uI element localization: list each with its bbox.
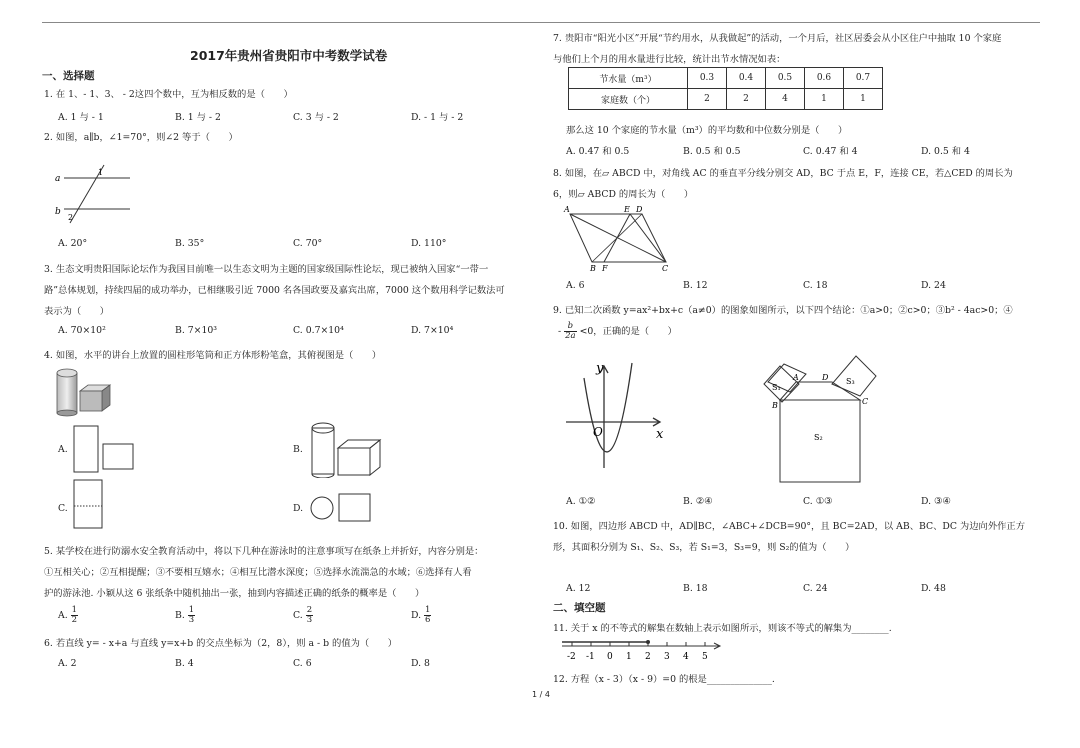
q8-option-c[interactable]: C. 18 bbox=[803, 280, 828, 291]
question-12: 12. 方程（x - 3）（x - 9）=0 的根是______________. bbox=[553, 674, 775, 685]
axis-y-label: y bbox=[596, 361, 604, 376]
section-choice-heading: 一、选择题 bbox=[42, 70, 95, 82]
q4-option-c-figure[interactable] bbox=[72, 478, 104, 530]
point-c: C bbox=[862, 397, 869, 406]
tick-label: 1 bbox=[626, 652, 632, 662]
question-4: 4. 如图，水平的讲台上放置的圆柱形笔筒和正方体形粉笔盒，其俯视图是（ ） bbox=[44, 350, 382, 361]
point-d: D bbox=[822, 373, 829, 382]
question-7-line2: 与他们上个月的用水量进行比较，统计出节水情况如表： bbox=[553, 54, 786, 65]
q7-option-c[interactable]: C. 0.47 和 4 bbox=[803, 146, 858, 157]
q4-option-b-figure[interactable] bbox=[308, 420, 384, 478]
question-5-line1: 5. 某学校在进行防溺水安全教育活动中，将以下几种在游泳时的注意事项写在纸条上并折好，内容分别是： bbox=[44, 546, 484, 557]
axis-x-label: x bbox=[656, 427, 664, 442]
q1-option-c[interactable]: C. 3 与 - 2 bbox=[293, 112, 339, 123]
tick-label: 0 bbox=[607, 652, 613, 662]
table-header-cell: 节水量（m³） bbox=[569, 68, 688, 89]
question-1: 1. 在 1、- 1、3、 - 2这四个数中，互为相反数的是（ ） bbox=[44, 89, 293, 100]
area-s1-label: S₁ bbox=[772, 383, 781, 392]
point-c: C bbox=[662, 264, 669, 272]
table-cell: 4 bbox=[766, 89, 805, 110]
q8-parallelogram-figure bbox=[560, 202, 680, 272]
q4-option-d-figure[interactable] bbox=[308, 492, 374, 524]
tick-label: -2 bbox=[567, 652, 576, 662]
q3-option-d[interactable]: D. 7×10⁴ bbox=[411, 325, 454, 336]
q10-squares-figure bbox=[760, 352, 890, 488]
q4-option-c-label[interactable]: C. bbox=[58, 503, 68, 514]
q6-option-d[interactable]: D. 8 bbox=[411, 658, 430, 669]
tick-label: 2 bbox=[645, 652, 651, 662]
origin-label: O bbox=[593, 425, 603, 439]
point-f: F bbox=[602, 264, 608, 272]
question-8-line2: 6，则▱ ABCD 的周长为（ ） bbox=[553, 189, 694, 200]
q6-option-c[interactable]: C. 6 bbox=[293, 658, 312, 669]
q3-option-c[interactable]: C. 0.7×10⁴ bbox=[293, 325, 344, 336]
q5-option-b[interactable]: B. $\frac{1}{3}$ bbox=[175, 605, 195, 625]
q9-option-c[interactable]: C. ①③ bbox=[803, 496, 833, 507]
question-7-line1: 7. 贵阳市“阳光小区”开展“节约用水，从我做起”的活动，一个月后，社区居委会从小区住户中抽取 10 个家庭 bbox=[553, 33, 1002, 44]
tick-label: 3 bbox=[664, 652, 670, 662]
area-s2-label: S₂ bbox=[814, 433, 823, 442]
angle-2-label: 2 bbox=[68, 213, 74, 222]
question-5-line2: ①互相关心；②互相提醒；③不要相互嬉水；④相互比潜水深度；⑤选择水流湍急的水域；⑥选择有人看 bbox=[44, 567, 472, 578]
q1-option-a[interactable]: A. 1 与 - 1 bbox=[58, 112, 104, 123]
question-5-line3: 护的游泳池. 小颖从这 6 张纸条中随机抽出一张，抽到内容描述正确的纸条的概率是（ ） bbox=[44, 588, 425, 599]
table-row bbox=[569, 68, 883, 89]
q5-option-a[interactable]: A. $\frac{1}{2}$ bbox=[58, 605, 78, 625]
q11-number-line bbox=[560, 637, 730, 665]
q7-option-a[interactable]: A. 0.47 和 0.5 bbox=[566, 146, 630, 157]
q10-option-a[interactable]: A. 12 bbox=[566, 583, 591, 594]
question-9-line2: - $\frac{b}{2a}$ <0，正确的是（ ） bbox=[558, 321, 677, 341]
table-cell: 1 bbox=[844, 89, 883, 110]
table-cell: 0.4 bbox=[727, 68, 766, 89]
q9-option-a[interactable]: A. ①② bbox=[566, 496, 596, 507]
q2-option-b[interactable]: B. 35° bbox=[175, 238, 205, 249]
table-row bbox=[569, 89, 883, 110]
page-number: 1 / 4 bbox=[532, 690, 550, 699]
tick-label: 5 bbox=[702, 652, 708, 662]
label-b: b bbox=[55, 207, 61, 217]
point-a: A bbox=[564, 205, 570, 214]
question-7-after: 那么这 10 个家庭的节水量（m³）的平均数和中位数分别是（ ） bbox=[566, 125, 848, 136]
point-a: A bbox=[793, 373, 799, 382]
point-e: E bbox=[624, 205, 630, 214]
q10-option-c[interactable]: C. 24 bbox=[803, 583, 828, 594]
q3-option-b[interactable]: B. 7×10³ bbox=[175, 325, 218, 336]
point-b: B bbox=[590, 264, 596, 272]
question-8-line1: 8. 如图，在▱ ABCD 中，对角线 AC 的垂直平分线分别交 AD，BC 于点 E，F，连接 CE，若△CED 的周长为 bbox=[553, 168, 1013, 179]
q4-option-d-label[interactable]: D. bbox=[293, 503, 304, 514]
q3-option-a[interactable]: A. 70×10² bbox=[58, 325, 106, 336]
question-2: 2. 如图，a∥b，∠1=70°，则∠2 等于（ ） bbox=[44, 132, 238, 143]
question-10-line2: 形，其面积分别为 S₁、S₂、S₃，若 S₁=3，S₃=9，则 S₂的值为（ ） bbox=[553, 542, 855, 553]
question-6: 6. 若直线 y= - x+a 与直线 y=x+b 的交点坐标为（2，8），则 a - b 的值为（ ） bbox=[44, 638, 398, 649]
q7-option-d[interactable]: D. 0.5 和 4 bbox=[921, 146, 970, 157]
q4-cylinder-cube-figure bbox=[52, 367, 114, 417]
question-9-line1: 9. 已知二次函数 y=ax²+bx+c（a≠0）的图象如图所示，以下四个结论：①a>0；②c>0；③b² - 4ac>0；④ bbox=[553, 305, 1013, 316]
header-rule bbox=[42, 22, 1040, 23]
q5-option-d[interactable]: D. $\frac{1}{6}$ bbox=[411, 605, 431, 625]
angle-1-label: 1 bbox=[98, 168, 104, 177]
q2-parallel-lines-figure bbox=[52, 160, 132, 230]
tick-label: -1 bbox=[586, 652, 595, 662]
table-cell: 2 bbox=[688, 89, 727, 110]
tick-label: 4 bbox=[683, 652, 689, 662]
table-cell: 0.6 bbox=[805, 68, 844, 89]
label-a: a bbox=[55, 174, 61, 184]
q4-option-a-figure[interactable] bbox=[72, 424, 136, 474]
point-b: B bbox=[772, 401, 778, 410]
q10-option-b[interactable]: B. 18 bbox=[683, 583, 708, 594]
question-10-line1: 10. 如图，四边形 ABCD 中，AD∥BC，∠ABC+∠DCB=90°，且 BC=2AD，以 AB、BC、DC 为边向外作正方 bbox=[553, 521, 1026, 532]
q8-option-b[interactable]: B. 12 bbox=[683, 280, 708, 291]
q7-option-b[interactable]: B. 0.5 和 0.5 bbox=[683, 146, 741, 157]
question-3-line3: 表示为（ ） bbox=[44, 306, 110, 317]
table-cell: 0.7 bbox=[844, 68, 883, 89]
q9-option-b[interactable]: B. ②④ bbox=[683, 496, 713, 507]
q4-option-b-label[interactable]: B. bbox=[293, 444, 303, 455]
area-s3-label: S₃ bbox=[846, 377, 855, 386]
table-cell: 1 bbox=[805, 89, 844, 110]
question-3-line1: 3. 生态文明贵阳国际论坛作为我国目前唯一以生态文明为主题的国家级国际性论坛，现已被纳入国家“一带一 bbox=[44, 264, 489, 275]
question-3-line2: 路”总体规划，持续四届的成功举办，已相继吸引近 7000 名各国政要及嘉宾出席，7000 这个数用科学记数法可 bbox=[44, 285, 505, 296]
q5-option-c[interactable]: C. $\frac{2}{3}$ bbox=[293, 605, 313, 625]
q2-option-d[interactable]: D. 110° bbox=[411, 238, 447, 249]
q1-option-d[interactable]: D. - 1 与 - 2 bbox=[411, 112, 464, 123]
page-title: 2017年贵州省贵阳市中考数学试卷 bbox=[190, 48, 388, 63]
q6-option-b[interactable]: B. 4 bbox=[175, 658, 194, 669]
table-cell: 2 bbox=[727, 89, 766, 110]
q9-option-d[interactable]: D. ③④ bbox=[921, 496, 951, 507]
q2-option-a[interactable]: A. 20° bbox=[58, 238, 88, 249]
q8-option-a[interactable]: A. 6 bbox=[566, 280, 585, 291]
q2-option-c[interactable]: C. 70° bbox=[293, 238, 323, 249]
table-cell: 0.5 bbox=[766, 68, 805, 89]
table-cell: 0.3 bbox=[688, 68, 727, 89]
q1-option-b[interactable]: B. 1 与 - 2 bbox=[175, 112, 221, 123]
water-saving-table bbox=[568, 67, 883, 110]
q10-option-d[interactable]: D. 48 bbox=[921, 583, 946, 594]
table-header-cell: 家庭数（个） bbox=[569, 89, 688, 110]
q6-option-a[interactable]: A. 2 bbox=[58, 658, 77, 669]
question-11: 11. 关于 x 的不等式的解集在数轴上表示如图所示，则该不等式的解集为________. bbox=[553, 623, 892, 634]
q4-option-a-label[interactable]: A. bbox=[58, 444, 68, 455]
q8-option-d[interactable]: D. 24 bbox=[921, 280, 946, 291]
point-d: D bbox=[636, 205, 643, 214]
section-fill-heading: 二、填空题 bbox=[553, 602, 606, 614]
q9-parabola-figure bbox=[560, 358, 670, 470]
